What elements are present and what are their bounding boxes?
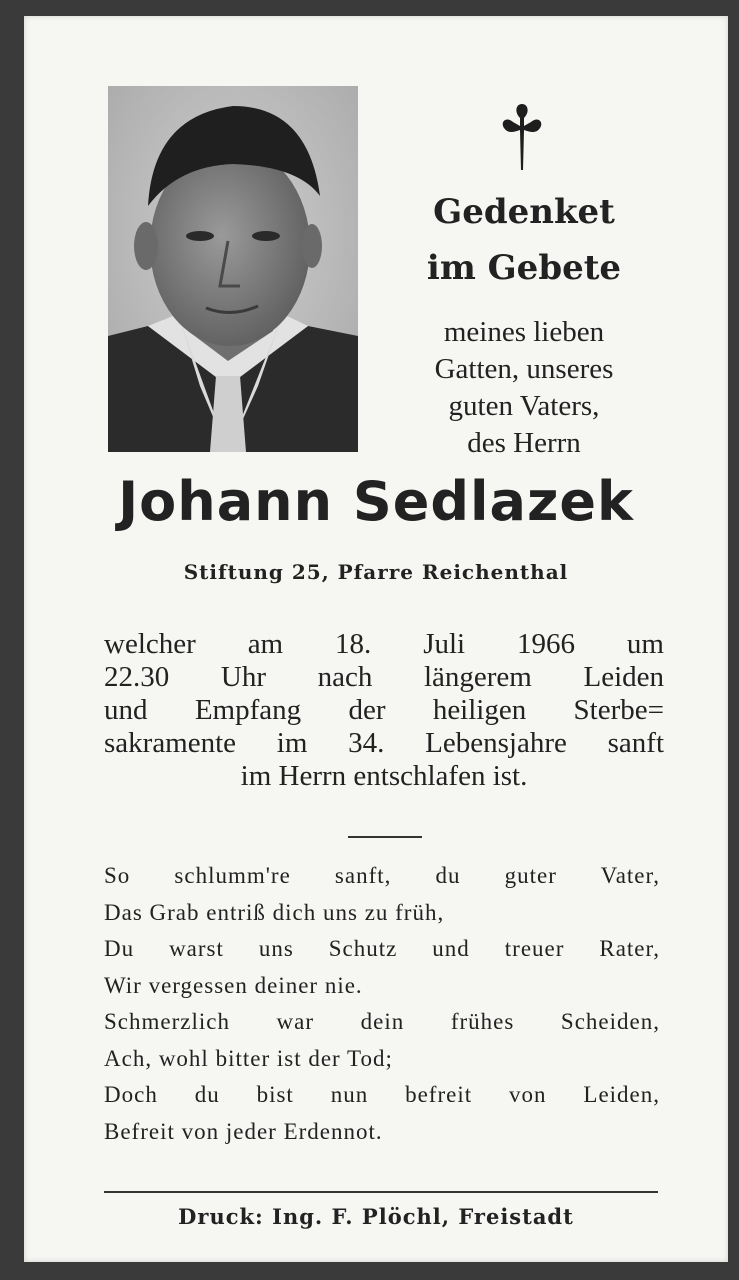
body-line: 22.30 Uhr nach längerem Leiden <box>104 661 664 693</box>
poem-line: Ach, wohl bitter ist der Tod; <box>104 1045 393 1071</box>
poem-line: Doch du bist nun befreit von Leiden, <box>104 1082 660 1107</box>
deceased-name: Johann Sedlazek <box>118 470 634 533</box>
poem <box>104 858 660 1150</box>
body-line: welcher am 18. Juli 1966 um <box>104 628 664 660</box>
divider-short <box>348 836 422 838</box>
memorial-card <box>24 16 728 1262</box>
body-line: im Herrn entschlafen ist. <box>240 760 528 792</box>
residence-subtitle: Stiftung 25, Pfarre Reichenthal <box>183 560 569 584</box>
death-notice-text <box>104 628 664 793</box>
poem-line: So schlumm're sanft, du guter Vater, <box>104 863 660 888</box>
poem-line: Das Grab entriß dich uns zu früh, <box>104 899 445 925</box>
intro-line: des Herrn <box>467 427 581 459</box>
poem-line: Wir vergessen deiner nie. <box>104 972 363 998</box>
intro-line: guten Vaters, <box>448 390 600 422</box>
intro-line: Gatten, unseres <box>434 353 614 385</box>
body-line: und Empfang der heiligen Sterbe= <box>104 694 664 726</box>
heading-line-1: Gedenket <box>433 192 615 232</box>
body-line: sakramente im 34. Lebensjahre sanft <box>104 727 664 759</box>
portrait-photo <box>108 86 358 452</box>
intro-text <box>374 314 674 462</box>
divider-long <box>104 1191 658 1193</box>
poem-line: Du warst uns Schutz und treuer Rater, <box>104 936 660 961</box>
poem-line: Schmerzlich war dein frühes Scheiden, <box>104 1009 660 1034</box>
poem-line: Befreit von jeder Erdennot. <box>104 1118 383 1144</box>
cross-icon <box>500 102 544 172</box>
intro-line: meines lieben <box>443 316 605 348</box>
printer-credit: Druck: Ing. F. Plöchl, Freistadt <box>178 1204 574 1229</box>
heading-line-2: im Gebete <box>426 248 622 288</box>
